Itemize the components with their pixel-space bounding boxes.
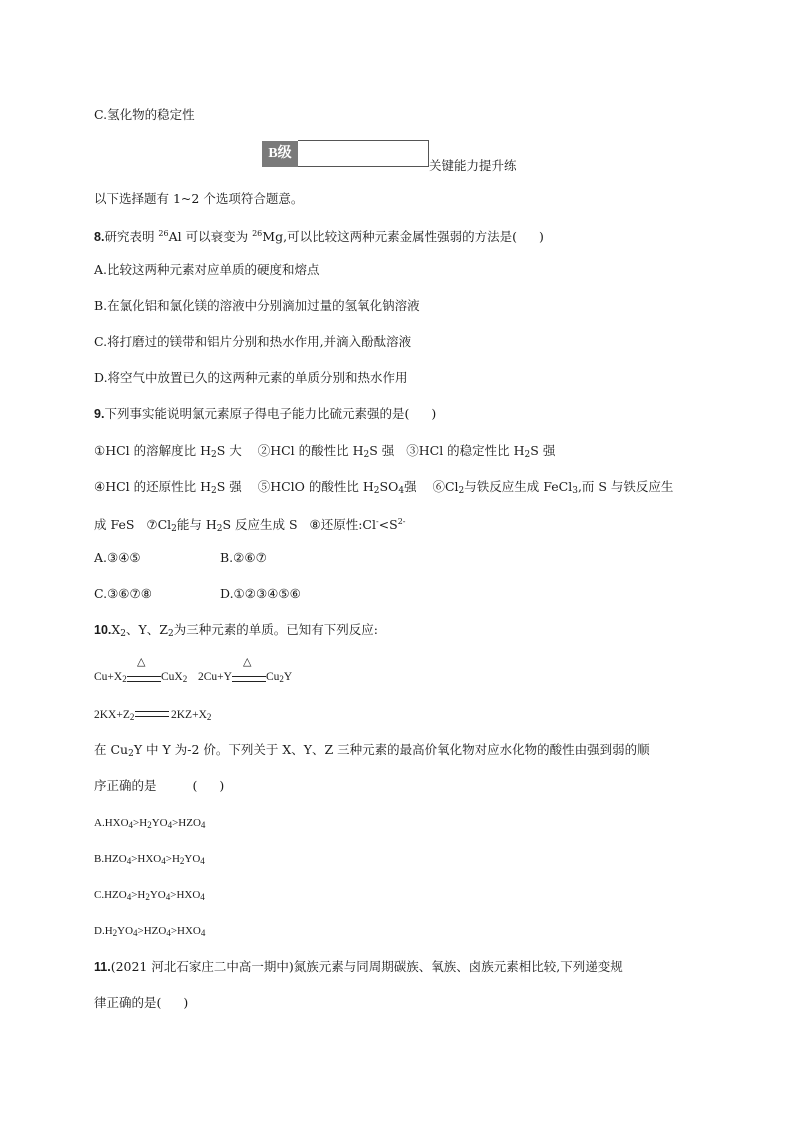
question-10: $10.X_2$、Y、$Z_2$为三种元素的单质。已知有下列反应: <box>94 622 378 639</box>
reaction-1-right: CuX$_2$ <box>161 671 188 684</box>
question-11-cont: 律正确的是( ) <box>94 995 189 1010</box>
option-a: A.比较这两种元素对应单质的硬度和熔点 <box>94 262 320 277</box>
level-box <box>298 140 429 167</box>
heat-symbol: △ <box>243 655 252 668</box>
option-d: $D.H_2YO_4>HZO_4>HXO_4$ <box>94 925 206 938</box>
question-9: 9.下列事实能说明氯元素原子得电子能力比硫元素强的是( ) <box>94 406 437 421</box>
option-c: $C.HZO_4>H_2YO_4>HXO_4$ <box>94 889 205 902</box>
heat-symbol: △ <box>137 655 146 668</box>
reaction-2-left: 2Cu+Y <box>198 671 232 683</box>
option-c: C.将打磨过的镁带和铝片分别和热水作用,并滴入酚酞溶液 <box>94 334 412 349</box>
equal-sign <box>127 676 161 682</box>
level-badge: B级 <box>262 141 298 167</box>
reaction-3-right: $2KZ+X_2$ <box>171 709 212 722</box>
question-10-stem-cont: 序正确的是 ( ) <box>94 778 225 793</box>
statements-6-8: 成 FeS $⑦Cl_2$能与 $H_2S$ 反应生成 S ⑧还原性$:Cl^-<S^{2-}$ <box>94 517 406 534</box>
question-number: 11. <box>94 960 111 974</box>
option-c: C.③⑥⑦⑧ <box>94 586 152 601</box>
option-b: B.②⑥⑦ <box>220 550 267 565</box>
option-a: $A.HXO_4>H_2YO_4>HZO_4$ <box>94 817 206 830</box>
option-d: D.将空气中放置已久的这两种元素的单质分别和热水作用 <box>94 370 408 385</box>
equal-sign <box>135 711 169 717</box>
question-11: 11.(2021 河北石家庄二中高一期中)氮族元素与同周期碳族、氧族、卤族元素相比较,下列递变规 <box>94 959 623 974</box>
section-title: 关键能力提升练 <box>429 158 517 173</box>
option-d: D.①②③④⑤⑥ <box>220 586 301 601</box>
question-number: 9. <box>94 407 105 421</box>
reaction-1-left: $Cu+X_2$ <box>94 671 127 684</box>
question-number: 8. <box>94 230 105 244</box>
option-c-previous: C.氢化物的稳定性 <box>94 107 195 122</box>
question-8: 8.研究表明 $^{26}$Al 可以衰变为 $^{26}$Mg,可以比较这两种元素金属性强弱的方法是( ) <box>94 229 544 244</box>
statements-1-3: ①HCl 的溶解度比 $H_2S$ 大 ②HCl 的酸性比 $H_2S$ 强 ③HCl 的稳定性比 $H_2S$ 强 <box>94 443 556 460</box>
option-a: A.③④⑤ <box>94 550 141 565</box>
reaction-2-right: $Cu_2Y$ <box>266 671 293 684</box>
statements-4-6: ④HCl 的还原性比 $H_2S$ 强 ⑤HClO 的酸性比 $H_2SO_4$强 $⑥Cl_2$与铁反应生成 FeCl$_3$,而 S 与铁反应生 <box>94 479 674 496</box>
reaction-3-left: $2KX+Z_2$ <box>94 709 135 722</box>
option-b: B.在氯化铝和氯化镁的溶液中分别滴加过量的氢氧化钠溶液 <box>94 298 420 313</box>
instruction: 以下选择题有 1~2 个选项符合题意。 <box>94 191 304 206</box>
equal-sign <box>232 676 266 682</box>
question-number: 10. <box>94 623 112 637</box>
question-10-stem: 在 $Cu_2Y$ 中 Y 为-2 价。下列关于 X、Y、Z 三种元素的最高价氧化物对应水化物的酸性由强到弱的顺 <box>94 742 650 759</box>
option-b: $B.HZO_4>HXO_4>H_2YO_4$ <box>94 853 205 866</box>
